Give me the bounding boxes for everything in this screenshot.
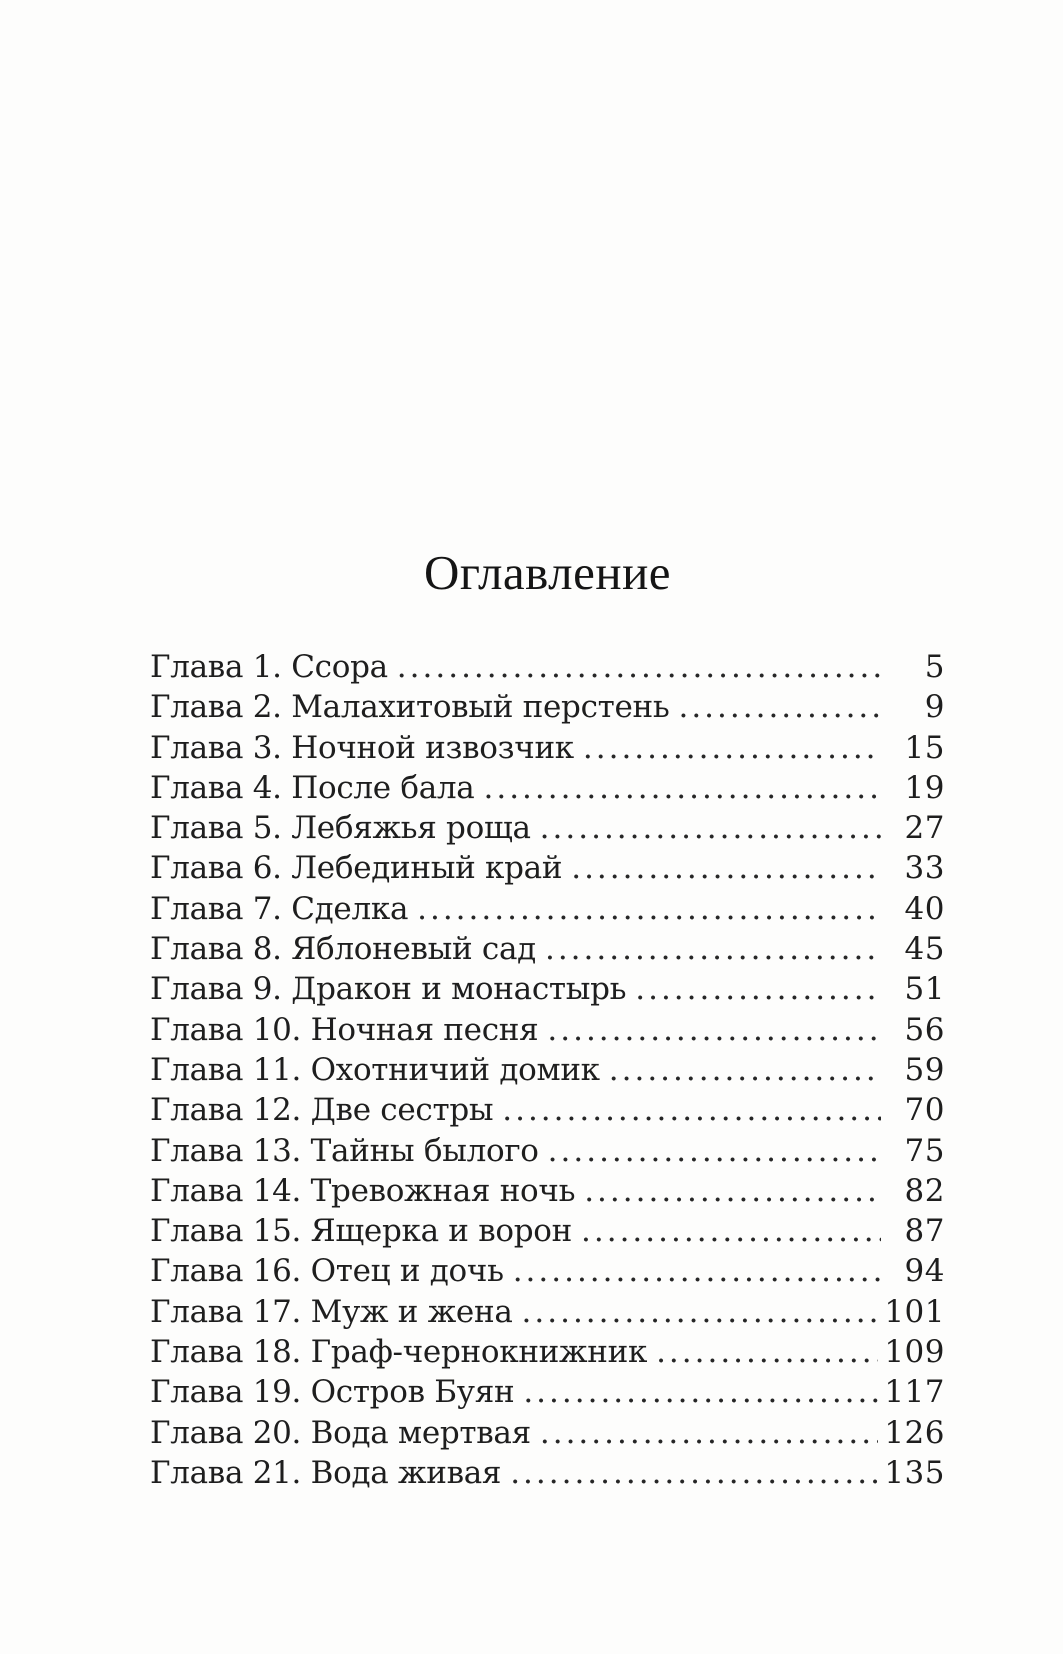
page-number: 94: [904, 1253, 945, 1290]
dot-leader: [545, 931, 881, 967]
dot-leader: [484, 770, 882, 806]
toc-entry: [150, 770, 945, 810]
dot-leader: [510, 1455, 878, 1491]
dot-leader: [581, 1213, 881, 1249]
dot-leader: [547, 1012, 881, 1048]
toc-entry: [150, 1455, 945, 1495]
chapter-label: Глава 1. Ссора: [150, 649, 388, 685]
page-number: 59: [904, 1051, 945, 1088]
page-number: 70: [904, 1092, 945, 1129]
toc-entry: [150, 1213, 945, 1253]
chapter-label: Глава 8. Яблоневый сад: [150, 931, 536, 968]
page-number: 19: [904, 769, 945, 806]
dot-leader: [584, 1173, 881, 1209]
chapter-label: Глава 19. Остров Буян: [150, 1374, 515, 1411]
page-title: Оглавление: [423, 545, 672, 600]
page-number: 27: [904, 810, 945, 847]
page-number: 33: [904, 850, 945, 887]
page-number: 15: [904, 729, 945, 766]
dot-leader: [583, 730, 881, 766]
page-number: 51: [904, 971, 945, 1008]
page-number: 9: [924, 689, 945, 726]
chapter-label: Глава 15. Ящерка и ворон: [150, 1213, 573, 1250]
chapter-label: Глава 18. Граф-чернокнижник: [150, 1334, 648, 1371]
toc-entry: [150, 1173, 945, 1213]
toc-entry: [150, 1052, 945, 1092]
dot-leader: [523, 1374, 878, 1410]
dot-leader: [513, 1253, 881, 1289]
chapter-label: Глава 3. Ночной извозчик: [150, 729, 574, 766]
page-number: 117: [884, 1374, 945, 1411]
chapter-label: Глава 13. Тайны былого: [150, 1132, 539, 1169]
toc-entry: [150, 931, 945, 971]
dot-leader: [571, 850, 881, 886]
toc-entry: [150, 1294, 945, 1334]
page-number: 75: [904, 1132, 945, 1169]
toc-entry: [150, 971, 945, 1011]
toc-entry: [150, 730, 945, 770]
dot-leader: [656, 1334, 878, 1370]
dot-leader: [397, 649, 881, 685]
toc-entry: [150, 850, 945, 890]
toc-entry: [150, 810, 945, 850]
toc-entry: [150, 689, 945, 729]
dot-leader: [502, 1092, 881, 1128]
chapter-label: Глава 5. Лебяжья роща: [150, 810, 531, 847]
page-number: 40: [904, 890, 945, 927]
dot-leader: [635, 971, 881, 1007]
chapter-label: Глава 7. Сделка: [150, 890, 409, 927]
toc-entry: [150, 1374, 945, 1414]
dot-leader: [548, 1133, 881, 1169]
page-number: 135: [884, 1454, 945, 1491]
page-number: 109: [884, 1334, 945, 1371]
chapter-label: Глава 12. Две сестры: [150, 1092, 494, 1129]
page-number: 56: [904, 1011, 945, 1048]
toc-entry: [150, 1012, 945, 1052]
page-number: 45: [904, 931, 945, 968]
toc-entry: [150, 1092, 945, 1132]
chapter-label: Глава 20. Вода мертвая: [150, 1414, 531, 1451]
chapter-label: Глава 10. Ночная песня: [150, 1011, 539, 1048]
toc-entry: [150, 1253, 945, 1293]
dot-leader: [417, 891, 881, 927]
dot-leader: [522, 1294, 879, 1330]
chapter-label: Глава 9. Дракон и монастырь: [150, 971, 627, 1008]
toc-entry: [150, 649, 945, 689]
chapter-label: Глава 2. Малахитовый перстень: [150, 689, 670, 726]
page-number: 82: [904, 1172, 945, 1209]
dot-leader: [678, 689, 881, 725]
toc-entry: [150, 1334, 945, 1374]
chapter-label: Глава 11. Охотничий домик: [150, 1051, 600, 1088]
chapter-label: Глава 21. Вода живая: [150, 1454, 502, 1491]
toc-entry: [150, 891, 945, 931]
page-number: 5: [924, 649, 945, 685]
page-number: 126: [884, 1414, 945, 1451]
chapter-label: Глава 6. Лебединый край: [150, 850, 563, 887]
toc-list: [150, 649, 945, 1495]
dot-leader: [609, 1052, 881, 1088]
toc-entry: [150, 1415, 945, 1455]
dot-leader: [540, 810, 881, 846]
toc-entry: [150, 1133, 945, 1173]
chapter-label: Глава 16. Отец и дочь: [150, 1253, 504, 1290]
dot-leader: [540, 1415, 878, 1451]
chapter-label: Глава 17. Муж и жена: [150, 1293, 513, 1330]
page-number: 87: [904, 1213, 945, 1250]
chapter-label: Глава 4. После бала: [150, 769, 475, 806]
chapter-label: Глава 14. Тревожная ночь: [150, 1172, 576, 1209]
page-number: 101: [884, 1293, 945, 1330]
